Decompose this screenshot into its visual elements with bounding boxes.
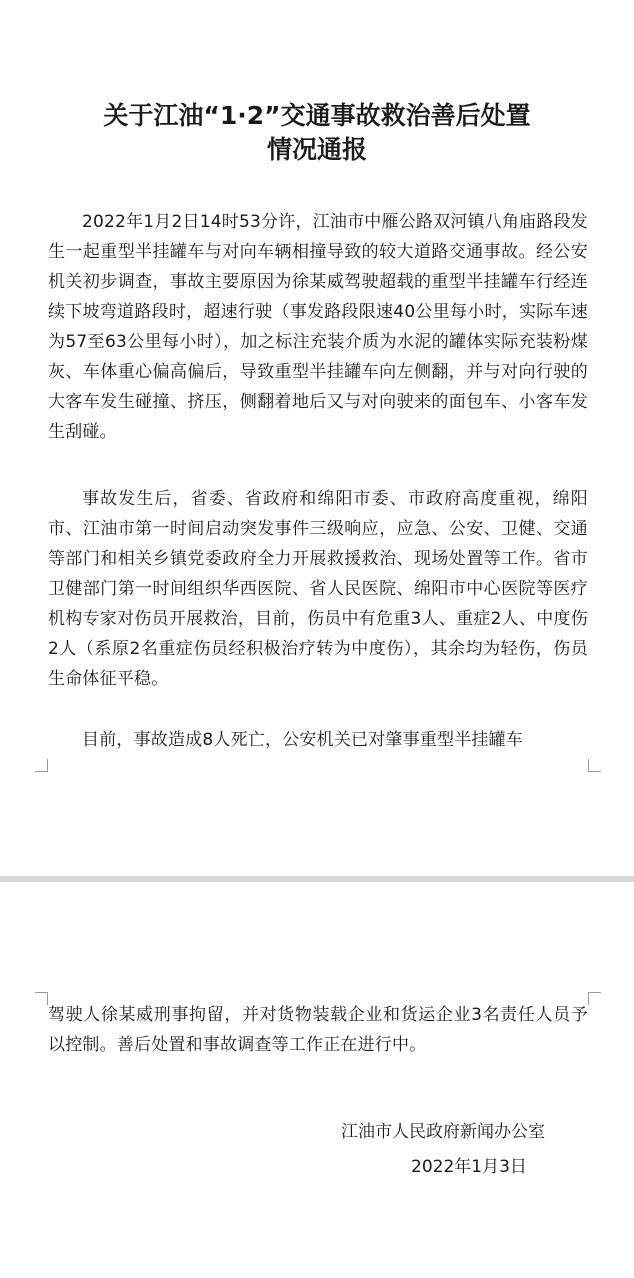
paragraph-rescue-response: 事故发生后，省委、省政府和绵阳市委、市政府高度重视，绵阳市、江油市第一时间启动突发事件三级响应，应急、公安、卫健、交通等部门和相关乡镇党委政府全力开展救援救治、现场处置等工作。省市卫健部门第一时间组织华西医院、省人民医院、绵阳市中心医院等医疗机构专家对伤员开展救治，目前，伤员中有危重3人、重症2人、中度伤2人（系原2名重症伤员经积极治疗转为中度伤），其余均为轻伤，伤员生命体征平稳。 [48, 489, 588, 689]
document-title-line2: 情况通报 [266, 135, 367, 164]
crop-mark-icon [588, 992, 601, 1005]
paragraph-casualties-continued: 驾驶人徐某威刑事拘留，并对货物装载企业和货运企业3名责任人员予以控制。善后处置和事故调查等工作正在进行中。 [48, 1005, 588, 1055]
document-title-line1: 关于江油“1·2”交通事故救治善后处置 [103, 101, 531, 130]
crop-mark-icon [588, 759, 601, 772]
paragraph-accident-description: 2022年1月2日14时53分许，江油市中雁公路双河镇八角庙路段发生一起重型半挂罐车与对向车辆相撞导致的较大道路交通事故。经公安机关初步调查，事故主要原因为徐某威驾驶超载的重型半挂罐车行经连续下坡弯道路段时，超速行驶（事发路段限速40公里每小时，实际车速为57至63公里每小时），加之标注充装介质为水泥的罐体实际充装粉煤灰、车体重心偏高偏后，导致重型半挂罐车向左侧翻，并与对向行驶的大客车发生碰撞、挤压，侧翻着地后又与对向驶来的面包车、小客车发生刮碰。 [48, 212, 588, 442]
signature-organization: 江油市人民政府新闻办公室 [341, 1122, 545, 1142]
document-page-2 [0, 882, 634, 1278]
crop-mark-icon [35, 759, 48, 772]
signature-date: 2022年1月3日 [411, 1157, 527, 1177]
paragraph-casualties-start: 目前，事故造成8人死亡，公安机关已对肇事重型半挂罐车 [82, 730, 524, 750]
crop-mark-icon [35, 992, 48, 1005]
